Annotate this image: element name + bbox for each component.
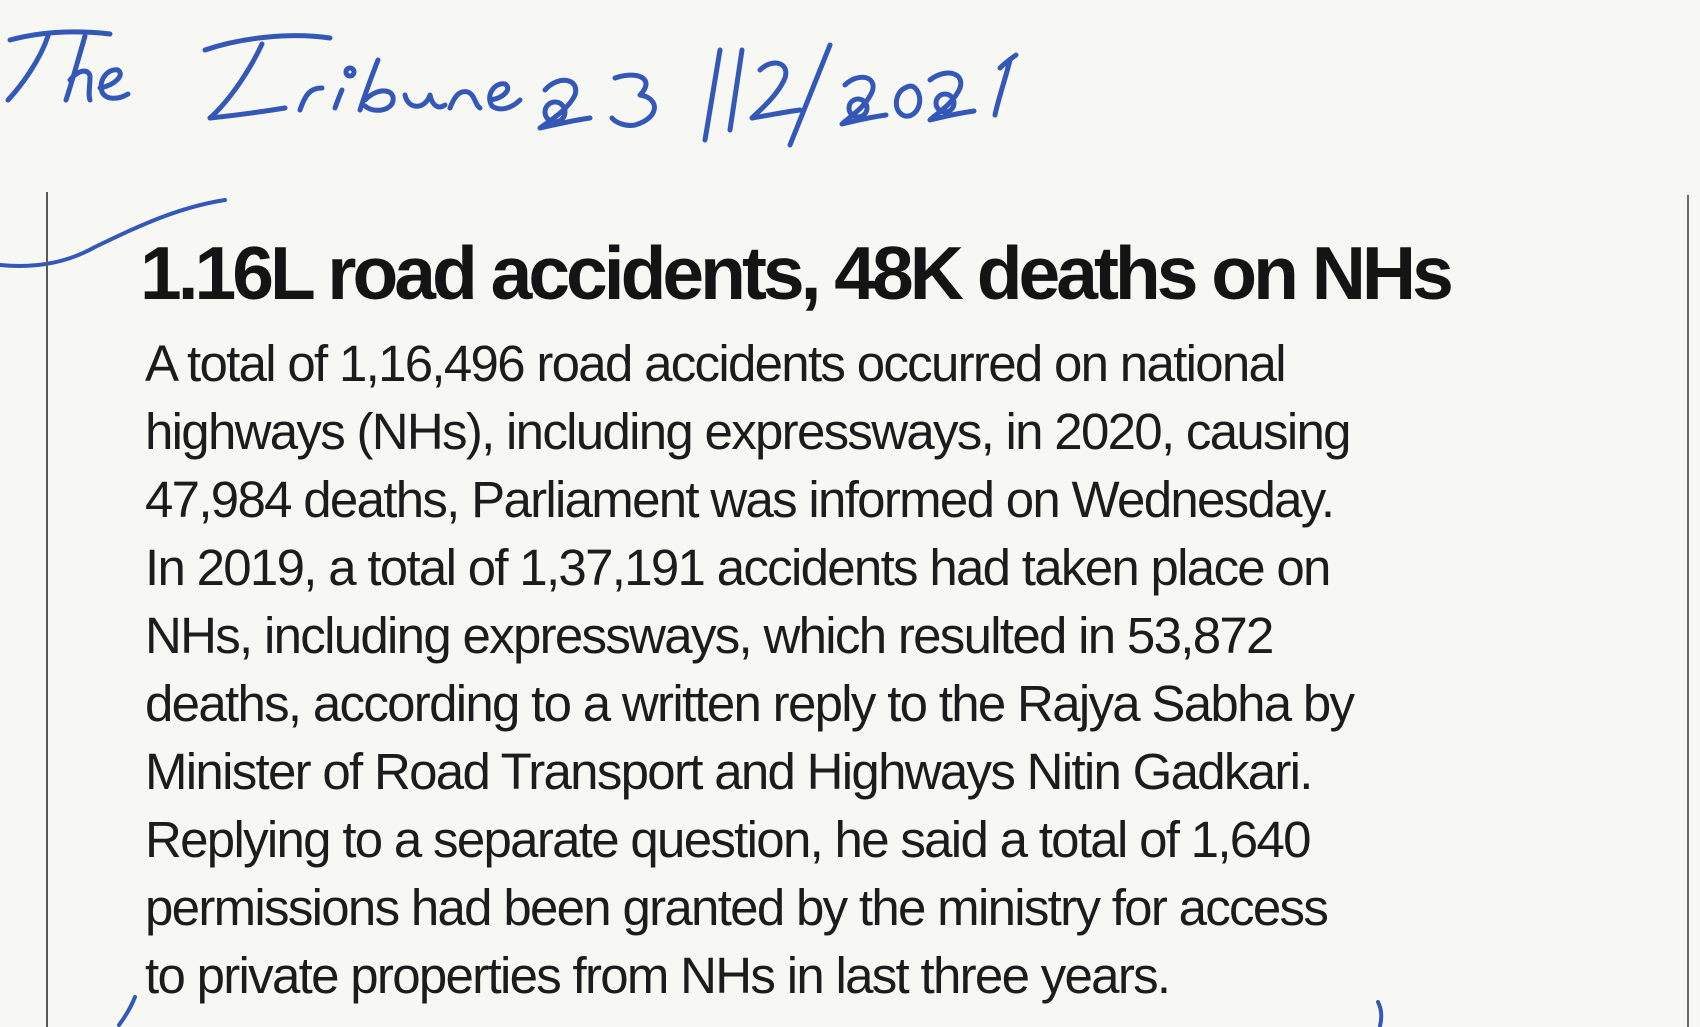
body-line: Replying to a separate question, he said a total of 1,640 [145,811,1310,868]
body-line: Minister of Road Transport and Highways Nitin Gadkari. [145,743,1312,800]
body-line: 47,984 deaths, Parliament was informed on Wednesday. [145,471,1334,528]
body-line: A total of 1,16,496 road accidents occurred on national [145,335,1285,392]
body-line: permissions had been granted by the ministry for access [145,879,1328,936]
body-line: to private properties from NHs in last three years. [145,947,1170,1004]
body-line: NHs, including expressways, which resulted in 53,872 [145,607,1273,664]
article-headline: 1.16L road accidents, 48K deaths on NHs [140,231,1450,315]
handwritten-annotation [0,0,1150,170]
pen-mark [115,995,155,1027]
article-body [145,330,1690,1010]
body-line: deaths, according to a written reply to the Rajya Sabha by [145,675,1354,732]
column-rule-left [46,192,48,1027]
pen-mark [1360,1000,1390,1027]
body-line: highways (NHs), including expressways, in 2020, causing [145,403,1350,460]
body-line: In 2019, a total of 1,37,191 accidents had taken place on [145,539,1330,596]
